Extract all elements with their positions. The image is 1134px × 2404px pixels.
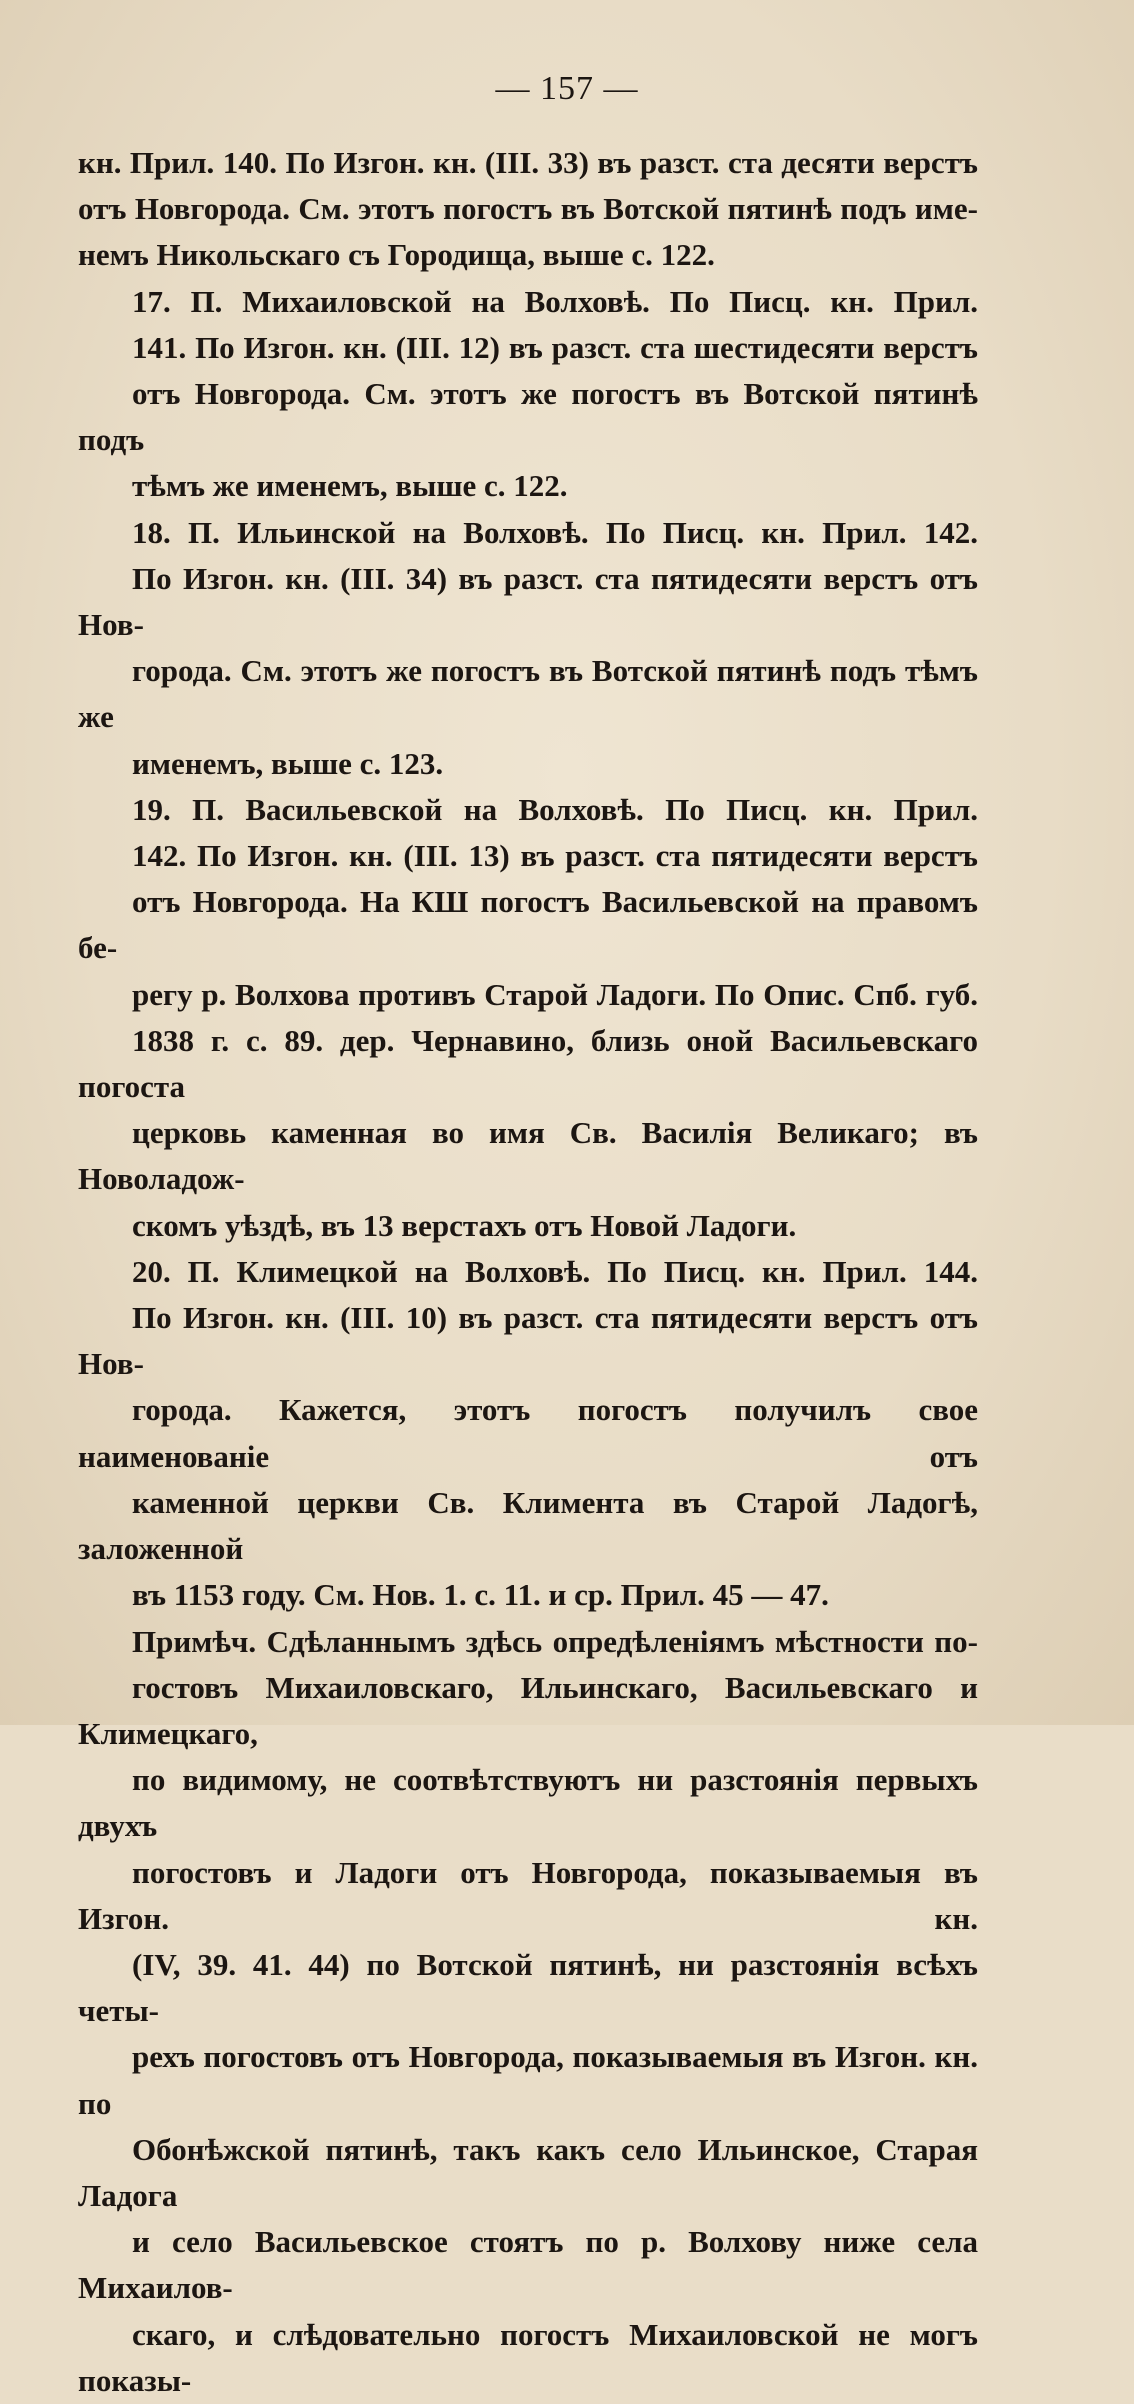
text-line: По Изгон. кн. (III. 34) въ разст. ста пятидесяти верстъ отъ Нов-: [78, 560, 978, 643]
text-line: отъ Новгорода. См. этотъ же погостъ въ Вотской пятинѣ подъ: [78, 376, 978, 458]
text-line: скаго, и слѣдовательно погостъ Михаиловской не могъ показы-: [78, 2316, 978, 2398]
page-body: [78, 140, 978, 2404]
text-line: 18. П. Ильинской на Волховѣ. По Писц. кн. Прил. 142.: [132, 514, 978, 550]
paragraph-17-mikhailovskoy: [78, 279, 978, 510]
paragraph-primechanie: [78, 1619, 978, 2404]
text-line: регу р. Волхова противъ Старой Ладоги. По Опис. Спб. губ.: [132, 976, 978, 1012]
page-number: — 157 —: [495, 70, 639, 107]
text-line: погостовъ и Ладоги отъ Новгорода, показываемыя въ Изгон. кн.: [78, 1854, 978, 1936]
text-line: Примѣч. Сдѣланнымъ здѣсь опредѣленіямъ мѣстности по-: [132, 1623, 978, 1659]
paragraph-18-ilinskoy: [78, 510, 978, 787]
text-line: рехъ погостовъ отъ Новгорода, показываемыя въ Изгон. кн. по: [78, 2039, 978, 2121]
text-line: 17. П. Михаиловской на Волховѣ. По Писц. кн. Прил.: [132, 283, 978, 319]
paragraph-19-vasilevskoy: [78, 787, 978, 1249]
text-line: тѣмъ же именемъ, выше с. 122.: [132, 468, 568, 504]
text-line: каменной церкви Св. Климента въ Старой Ладогѣ, заложенной: [78, 1484, 978, 1567]
text-line: по видимому, не соотвѣтствуютъ ни разстоянія первыхъ двухъ: [78, 1762, 978, 1844]
text-line: (IV, 39. 41. 44) по Вотской пятинѣ, ни разстоянія всѣхъ четы-: [78, 1946, 978, 2029]
text-line: 20. П. Климецкой на Волховѣ. По Писц. кн. Прил. 144.: [132, 1253, 978, 1289]
text-line: скомъ уѣздѣ, въ 13 верстахъ отъ Новой Ладоги.: [132, 1207, 797, 1243]
text-line: По Изгон. кн. (III. 10) въ разст. ста пятидесяти верстъ отъ Нов-: [78, 1300, 978, 1382]
text-line: немъ Никольскаго съ Городища, выше с. 122.: [78, 237, 715, 273]
paragraph-20-klimetskoy: [78, 1249, 978, 1619]
text-line: гостовъ Михаиловскаго, Ильинскаго, Васильевскаго и Климецкаго,: [78, 1669, 978, 1751]
text-line: города. Кажется, этотъ погостъ получилъ свое наименованіе отъ: [78, 1392, 978, 1474]
text-line: города. См. этотъ же погостъ въ Вотской пятинѣ подъ тѣмъ же: [78, 653, 978, 735]
text-line: отъ Новгорода. См. этотъ погостъ въ Вотской пятинѣ подъ име-: [78, 191, 978, 227]
text-line: и село Васильевское стоятъ по р. Волхову ниже села Михаилов-: [78, 2224, 978, 2306]
text-line: 141. По Изгон. кн. (III. 12) въ разст. ста шестидесяти верстъ: [132, 329, 978, 365]
text-line: кн. Прил. 140. По Изгон. кн. (III. 33) въ разст. ста десяти верстъ: [78, 145, 978, 180]
text-line: въ 1153 году. См. Нов. 1. с. 11. и ср. Прил. 45 — 47.: [132, 1577, 829, 1613]
paragraph-pogost-nikolsky-ending: [78, 140, 978, 279]
text-line: 19. П. Васильевской на Волховѣ. По Писц. кн. Прил.: [132, 791, 978, 827]
text-line: 142. По Изгон. кн. (III. 13) въ разст. ста пятидесяти верстъ: [132, 838, 978, 874]
text-line: отъ Новгорода. На КШ погостъ Васильевской на правомъ бе-: [78, 884, 978, 966]
text-line: церковь каменная во имя Св. Василія Великаго; въ Новоладож-: [78, 1115, 978, 1197]
text-line: именемъ, выше с. 123.: [132, 745, 444, 781]
text-line: 1838 г. с. 89. дер. Чернавино, близь оной Васильевскаго погоста: [78, 1022, 978, 1105]
text-line: Обонѣжской пятинѣ, такъ какъ село Ильинское, Старая Ладога: [78, 2131, 978, 2213]
